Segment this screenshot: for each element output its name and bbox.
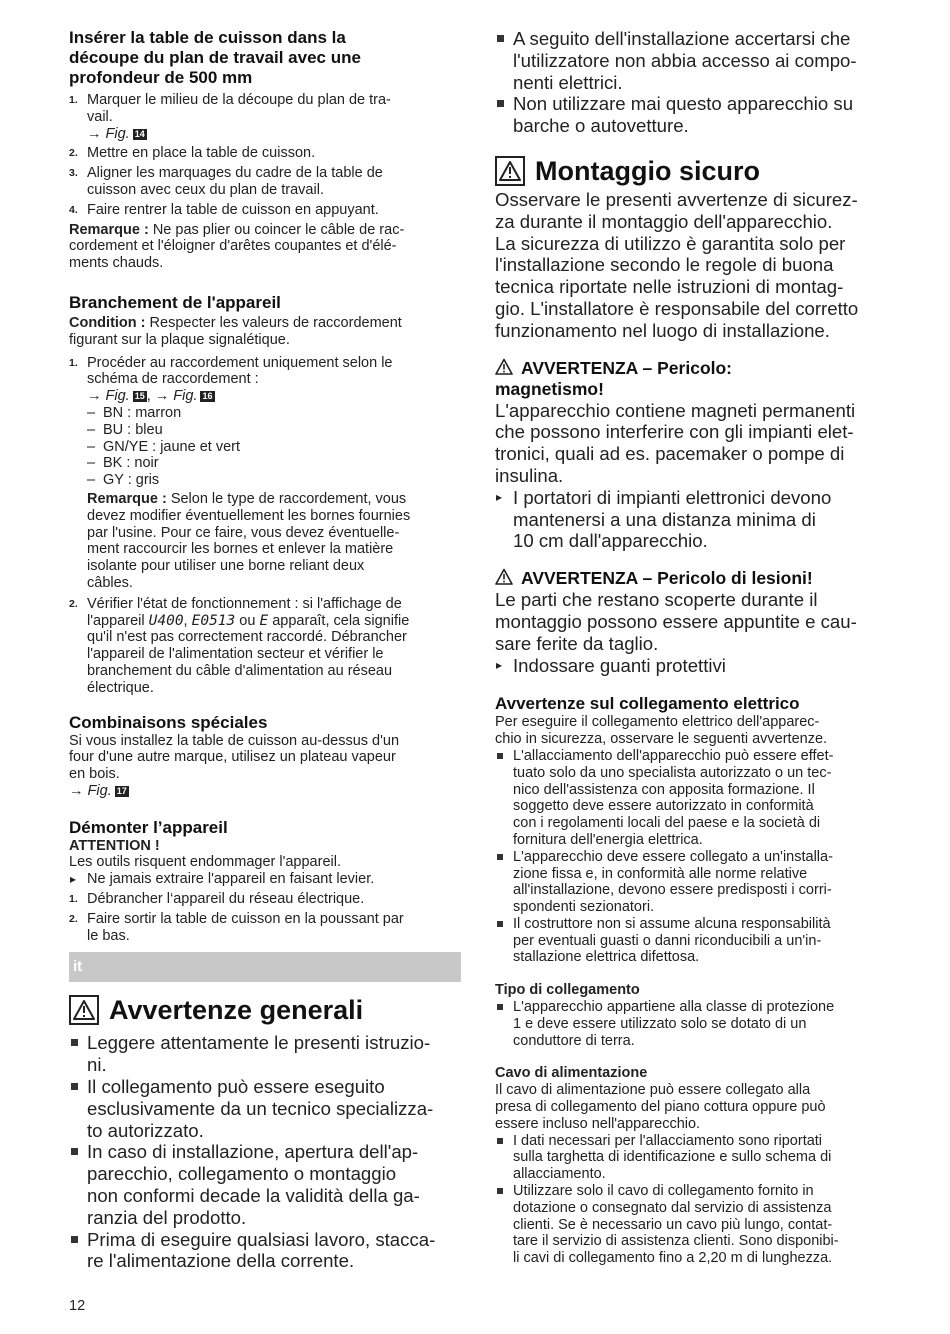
list-item: L'allacciamento dell'apparecchio può essere effet- tuato solo da uno specialista autorizzato o un tec- nico dell'assistenza con apposita formazione. Il soggetto deve essere autorizzato in conformità con i regolamenti locali del paese e la società di fornitura dell'energia elettrica. xyxy=(495,748,887,849)
figure-reference: → Fig. xyxy=(87,125,130,142)
list-item: – BU : bleu xyxy=(87,422,461,439)
paragraph: Osservare le presenti avvertenze di sicurez- za durante il montaggio dell'apparecchio. La sicurezza di utilizzo è garantita solo per l'installazione secondo le regole di buona tecnica riportate nelle istruzioni di montag- gio. L'installatore è responsabile del corretto funzionamento nel luogo di installazione. xyxy=(495,188,859,341)
section-title-montaggio-sicuro: Montaggio sicuro xyxy=(495,155,887,187)
instruction-item: ▸ Ne jamais extraire l'appareil en faisant levier. xyxy=(69,871,461,888)
figure-number: 14 xyxy=(134,128,145,139)
list-item: – GY : gris xyxy=(87,472,461,489)
display-code: U400 xyxy=(148,612,184,629)
right-column xyxy=(495,28,887,1267)
figure-reference: → Fig. xyxy=(87,388,130,405)
list-item: 1. Marquer le milieu de la découpe du plan de tra- vail. → Fig. 14 xyxy=(69,92,391,142)
list-item: In caso di installazione, apertura dell'ap- parecchio, collegamento o montaggio non conformi decade la validità della ga- ranzia del prodotto. xyxy=(69,1141,461,1228)
subsection-title-tipo: Tipo di collegamento xyxy=(495,982,640,999)
section-title-combinaisons: Combinaisons spéciales xyxy=(69,712,268,732)
list-item: A seguito dell'installazione accertarsi che l'utilizzatore non abbia accesso ai compo- nenti elettrici. xyxy=(495,28,887,93)
list-item: L'apparecchio appartiene alla classe di protezione 1 e deve essere utilizzato solo se dotato di un conduttore di terra. xyxy=(495,999,887,1049)
warning-triangle-icon xyxy=(495,358,513,376)
figure-number: 17 xyxy=(116,785,127,796)
list-item: Il costruttore non si assume alcuna responsabilità per eventuali guasti o danni riconducibili a un'in- stallazione elettrica difettosa. xyxy=(495,916,887,966)
paragraph: Les outils risquent endommager l'appareil. xyxy=(69,854,341,871)
warning-triangle-icon xyxy=(495,568,513,586)
paragraph: Si vous installez la table de cuisson au-dessus d'un four d'une autre marque, utilisez un plateau vapeur en bois. → Fig. 17 xyxy=(69,732,400,799)
section-title-avvertenze-generali: Avvertenze generali xyxy=(69,994,461,1026)
list-item: – BK : noir xyxy=(87,455,461,472)
list-item: Il collegamento può essere eseguito esclusivamente da un tecnico specializza- to autorizzato. xyxy=(69,1076,461,1141)
instruction-item: ▸ Indossare guanti protettivi xyxy=(495,655,887,677)
attention-label: ATTENTION ! xyxy=(69,837,160,854)
paragraph: L'apparecchio contiene magneti permanenti che possono interferire con gli impianti elet- tronici, quali ad es. pacemaker o pompe di insulina. xyxy=(495,399,856,486)
figure-reference: → Fig. xyxy=(154,388,198,405)
collegamento-list xyxy=(495,748,887,966)
tipo-list xyxy=(495,999,887,1049)
list-item: 2. Vérifier l'état de fonctionnement : si l'affichage de l'appareil U400, E0513 ou E apparaît, cela signifie qu'il n'est pas correctement raccordé. Débrancher l'appareil de l'alimentation secteur et vérifier le branchement du câble d'alimentation au réseau électrique. xyxy=(69,595,410,696)
list-item: Utilizzare solo il cavo di collegamento fornito in dotazione o consegnato dal servizio di assistenza clienti. Se è necessario un cavo più lungo, contat- tare il servizio di assistenza clienti. Sono disponibi- li cavi di collegamento fino a 2,20 m di lunghezza. xyxy=(495,1183,887,1267)
list-item: 1. Débrancher l‘appareil du réseau électrique. xyxy=(69,891,365,908)
warning-icon xyxy=(69,995,99,1025)
left-column xyxy=(69,28,461,1272)
list-item: 2. Mettre en place la table de cuisson. xyxy=(69,145,316,162)
section-title-inserer: Insérer la table de cuisson dans la découpe du plan de travail avec une profondeur de 500 mm xyxy=(69,28,361,87)
paragraph: Le parti che restano scoperte durante il montaggio possono essere appuntite e cau- sare ferite da taglio. xyxy=(495,589,857,654)
subsection-title-cavo: Cavo di alimentazione xyxy=(495,1065,648,1082)
display-code: E xyxy=(259,612,269,629)
list-item: Leggere attentamente le presenti istruzio- ni. xyxy=(69,1032,461,1076)
avvertenze-generali-list xyxy=(69,1032,461,1272)
list-item: 4. Faire rentrer la table de cuisson en appuyant. xyxy=(69,201,379,218)
list-item: – GN/YE : jaune et vert xyxy=(87,439,461,456)
inserer-steps xyxy=(69,92,461,219)
language-bar: it xyxy=(69,952,461,982)
section-title-demonter: Démonter l’appareil xyxy=(69,817,228,837)
installation-warnings-list xyxy=(495,28,887,137)
warning-title-lesioni: AVVERTENZA – Pericolo di lesioni! xyxy=(495,568,887,589)
paragraph: Per eseguire il collegamento elettrico dell'apparec- chio in sicurezza, osservare le seguenti avvertenze. xyxy=(495,714,828,748)
page-number: 12 xyxy=(69,1298,86,1314)
instruction-item: ▸ I portatori di impianti elettronici devono mantenersi a una distanza minima di 10 cm dall'apparecchio. xyxy=(495,487,887,552)
remark: Remarque : Ne pas plier ou coincer le câble de rac- cordement et l'éloigner d'arêtes coupantes et d'élé- ments chauds. xyxy=(69,221,405,272)
warning-icon xyxy=(495,156,525,186)
wire-color-list xyxy=(87,405,461,489)
list-item: 3. Aligner les marquages du cadre de la table de cuisson avec ceux du plan de travail. xyxy=(69,165,383,198)
list-item: 2. Faire sortir la table de cuisson en la poussant par le bas. xyxy=(69,910,404,944)
branchement-steps xyxy=(69,355,461,697)
demonter-steps xyxy=(69,891,461,944)
list-item: I dati necessari per l'allacciamento sono riportati sulla targhetta di identificazione e sullo schema di allacciamento. xyxy=(495,1133,887,1183)
list-item: Prima di eseguire qualsiasi lavoro, stacca- re l'alimentazione della corrente. xyxy=(69,1229,461,1273)
list-item: L'apparecchio deve essere collegato a un'installa- zione fissa e, in conformità alle norme relative all'installazione, devono essere predisposti i corri- spondenti sezionatori. xyxy=(495,849,887,916)
section-title-branchement: Branchement de l'appareil xyxy=(69,292,281,312)
figure-reference: → Fig. xyxy=(69,782,112,799)
list-item: – BN : marron xyxy=(87,405,461,422)
condition: Condition : Respecter les valeurs de raccordement figurant sur la plaque signalétique. xyxy=(69,314,402,348)
figure-number: 15 xyxy=(134,391,145,402)
remark: Remarque : Selon le type de raccordement, vous devez modifier éventuellement les bornes fournies par l'usine. Pour ce faire, vous devez éventuelle- ment raccourcir les bornes et enlever la matière isolante pour utiliser une borne reliant deux câbles. xyxy=(87,490,411,591)
list-item: Non utilizzare mai questo apparecchio su barche o autovetture. xyxy=(495,93,887,137)
paragraph: Il cavo di alimentazione può essere collegato alla presa di collegamento del piano cottura oppure può essere incluso nell'apparecchio. xyxy=(495,1082,826,1132)
section-title-collegamento-elettrico: Avvertenze sul collegamento elettrico xyxy=(495,694,800,714)
list-item: 1. Procéder au raccordement uniquement selon le schéma de raccordement : → Fig. 15 , → Fig. 16 – BN : marron – BU : bleu – GN/YE : jaune et vert – BK : noir – GY : gris Remarque : Selon le type de raccordement, vous devez modifier éventuellement les bornes fournies par l'usine. Pour ce faire, vous devez éventuelle- ment raccourcir les bornes et enlever la matière isolante pour utiliser une borne reliant deux câbles. xyxy=(69,355,461,592)
figure-number: 16 xyxy=(202,391,213,402)
display-code: E0513 xyxy=(191,612,236,629)
warning-title-magnetismo: AVVERTENZA – Pericolo: magnetismo! xyxy=(495,357,733,399)
cavo-list xyxy=(495,1133,887,1267)
